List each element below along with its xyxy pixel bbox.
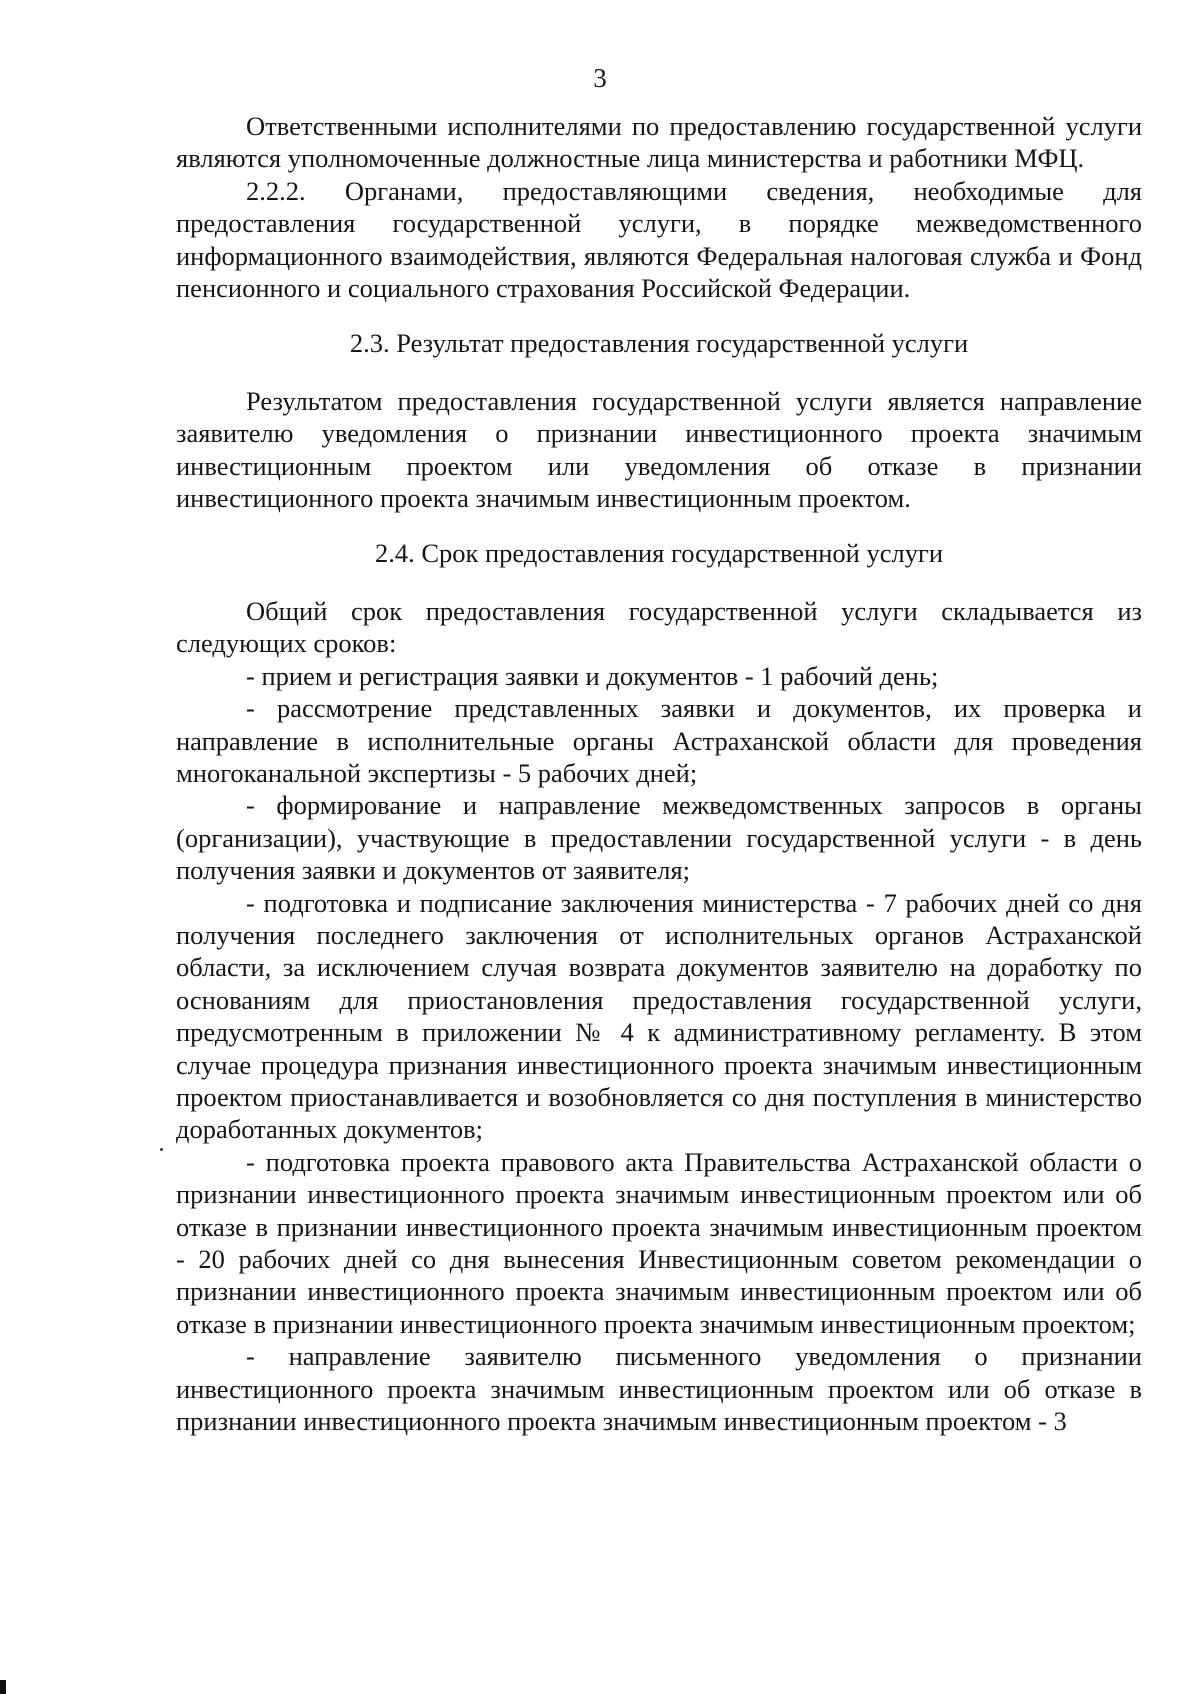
section-heading-2-4: 2.4. Срок предоставления государственной услуги: [374, 538, 944, 569]
list-item-review: - рассмотрение представленных заявки и документов, их проверка и направление в исполнительные органы Астраханской области для проведения многоканальной экспертизы - 5 рабочих дней;: [176, 693, 1142, 788]
list-item-legal-act: - подготовка проекта правового акта Правительства Астраханской области о признании инвестиционного проекта значимым инвестиционным проектом или об отказе в признании инвестиционного проекта значимым инвестиционным проектом - 20 рабочих дней со дня вынесения Инвестиционным советом рекомендации о признании инвестиционного проекта значимым инвестиционным проектом или об отказе в признании инвестиционного проекта значимым инвестиционным проектом;: [176, 1146, 1142, 1339]
list-item-registration: - прием и регистрация заявки и документов - 1 рабочий день;: [246, 660, 939, 691]
document-body: [176, 110, 1142, 1437]
paragraph-2-4-intro: Общий срок предоставления государственной услуги складывается из следующих сроков:: [176, 595, 1142, 659]
page-number: 3: [593, 63, 607, 93]
scan-edge-mark: [0, 1680, 6, 1694]
section-heading-2-3: 2.3. Результат предоставления государственной услуги: [349, 328, 969, 359]
paragraph-responsible-executors: Ответственными исполнителями по предоставлению государственной услуги являются уполномоченные должностные лица министерства и работники МФЦ.: [176, 111, 1142, 174]
paragraph-2-3-result: Результатом предоставления государственной услуги является направление заявителю уведомления о признании инвестиционного проекта значимым инвестиционным проектом или уведомления об отказе в признании инвестиционного проекта значимым инвестиционным проектом.: [176, 385, 1142, 514]
scan-speck: [160, 1148, 163, 1151]
list-item-interagency-requests: - формирование и направление межведомственных запросов в органы (организации), участвующие в предоставлении государственной услуги - в день получения заявки и документов от заявителя;: [176, 790, 1142, 886]
list-item-ministry-conclusion: - подготовка и подписание заключения министерства - 7 рабочих дней со дня получения последнего заключения от исполнительных органов Астраханской области, за исключением случая возврата документов заявителю на доработку по основаниям для приостановления предоставления государственной услуги, предусмотренным в приложении № 4 к административному регламенту. В этом случае процедура признания инвестиционного проекта значимым инвестиционным проектом приостанавливается и возобновляется со дня поступления в министерство доработанных документов;: [176, 887, 1142, 1145]
list-item-notification: - направление заявителю письменного уведомления о признании инвестиционного проекта значимым инвестиционным проектом или об отказе в признании инвестиционного проекта значимым инвестиционным проектом - 3: [176, 1341, 1142, 1437]
paragraph-2-2-2: 2.2.2. Органами, предоставляющими сведения, необходимые для предоставления государственной услуги, в порядке межведомственного информационного взаимодействия, являются Федеральная налоговая служба и Фонд пенсионного и социального страхования Российской Федерации.: [176, 175, 1142, 304]
